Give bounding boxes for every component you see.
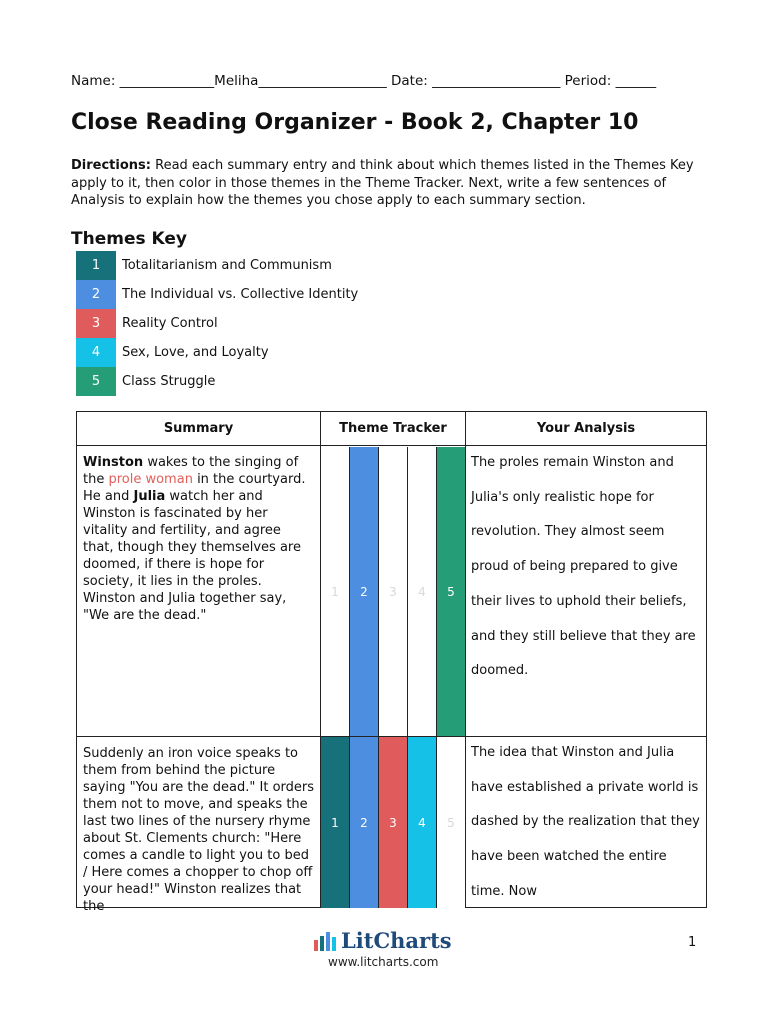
theme-tracker-1[interactable]: 1 bbox=[321, 737, 350, 908]
theme-tracker-3[interactable]: 3 bbox=[379, 447, 408, 736]
theme-label: Sex, Love, and Loyalty bbox=[122, 345, 269, 360]
theme-label: Class Struggle bbox=[122, 374, 216, 389]
highlighted-term[interactable]: prole woman bbox=[108, 472, 193, 487]
theme-tracker-4[interactable]: 4 bbox=[408, 737, 437, 908]
directions-label: Directions: bbox=[71, 158, 151, 173]
close-reading-table bbox=[76, 411, 707, 914]
litcharts-logo[interactable] bbox=[314, 928, 452, 953]
theme-tracker-2[interactable]: 2 bbox=[350, 737, 379, 908]
theme-key-item bbox=[76, 338, 358, 367]
summary-cell bbox=[83, 454, 315, 624]
theme-tracker-5[interactable]: 5 bbox=[437, 447, 465, 736]
theme-swatch-3: 3 bbox=[76, 309, 116, 338]
summary-cell: Suddenly an iron voice speaks to them from behind the picture saying "You are the dead." It orders them not to move, and speaks the last two lines of the nursery rhyme about St. Clements church: "Here comes a candle to light you to bed / Here comes a chopper to chop off your head!" Winston realizes that the bbox=[83, 746, 315, 914]
logo-bars-icon bbox=[314, 931, 336, 951]
tracker-header: Theme Tracker bbox=[321, 412, 465, 446]
directions-text: Read each summary entry and think about which themes listed in the Themes Key apply to it, then color in those themes in the Theme Tracker. Next, write a few sentences of Analysis to explain how the themes you chose apply to each summary section. bbox=[71, 158, 694, 208]
theme-label: The Individual vs. Collective Identity bbox=[122, 287, 359, 302]
summary-text: wakes to the singing of the bbox=[83, 455, 299, 487]
theme-key-item bbox=[76, 367, 358, 396]
logo-text: LitCharts bbox=[341, 928, 452, 953]
column-divider bbox=[465, 412, 466, 907]
theme-key-item bbox=[76, 280, 358, 309]
analysis-text[interactable]: The idea that Winston and Julia have established a private world is dashed by the realization that they have been watched the entire time. Now bbox=[471, 745, 700, 899]
theme-key-item bbox=[76, 251, 358, 280]
theme-label: Reality Control bbox=[122, 316, 218, 331]
character-name: Julia bbox=[133, 489, 166, 504]
theme-swatch-5: 5 bbox=[76, 367, 116, 396]
page-title: Close Reading Organizer - Book 2, Chapter 10 bbox=[71, 110, 639, 135]
theme-tracker-4[interactable]: 4 bbox=[408, 447, 437, 736]
theme-tracker-1[interactable]: 1 bbox=[321, 447, 350, 736]
theme-tracker-2[interactable]: 2 bbox=[350, 447, 379, 736]
theme-tracker-3[interactable]: 3 bbox=[379, 737, 408, 908]
analysis-text[interactable]: The proles remain Winston and Julia's only realistic hope for revolution. They almost seem proud of being prepared to give their lives to uphold their beliefs, and they still believe that they are doomed. bbox=[471, 455, 696, 679]
page-number: 1 bbox=[688, 935, 697, 950]
analysis-header: Your Analysis bbox=[466, 412, 706, 446]
theme-swatch-4: 4 bbox=[76, 338, 116, 367]
footer-url[interactable]: www.litcharts.com bbox=[328, 955, 439, 969]
theme-label: Totalitarianism and Communism bbox=[122, 258, 332, 273]
character-name: Winston bbox=[83, 455, 144, 470]
summary-text: in the courtyard. He and bbox=[83, 472, 306, 504]
theme-key-item bbox=[76, 309, 358, 338]
directions bbox=[71, 157, 701, 210]
theme-swatch-2: 2 bbox=[76, 280, 116, 309]
student-info-line[interactable]: Name: ______________Meliha___________________ Date: ___________________ Period: ______ bbox=[71, 73, 657, 89]
theme-swatch-1: 1 bbox=[76, 251, 116, 280]
themes-key-list bbox=[76, 251, 358, 396]
summary-header: Summary bbox=[77, 412, 320, 446]
summary-text: watch her and Winston is fascinated by her vitality and fertility, and agree that, though they themselves are doomed, if there is hope for society, it lies in the proles. Winston and Julia together say, "We are the dead." bbox=[83, 489, 301, 623]
themes-key-heading: Themes Key bbox=[71, 229, 187, 249]
theme-tracker-5[interactable]: 5 bbox=[437, 737, 465, 908]
